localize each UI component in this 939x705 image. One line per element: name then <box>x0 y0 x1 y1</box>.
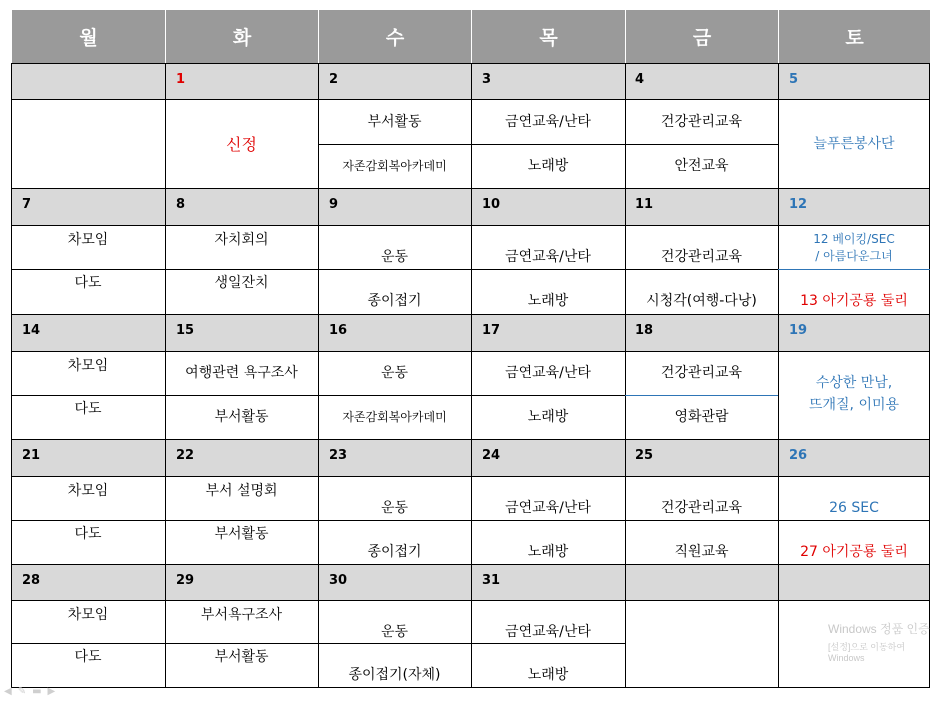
event: 노래방 <box>527 666 569 683</box>
event: 늘푸른봉사단 <box>813 135 895 152</box>
event: 다도 <box>74 275 102 291</box>
event: 자존감회복아카데미 <box>342 409 447 424</box>
event: 부서활동 <box>367 113 422 130</box>
event: 다도 <box>74 649 102 665</box>
date-number: 16 <box>329 323 348 338</box>
date-number: 15 <box>176 323 195 338</box>
date-number: 25 <box>635 448 654 463</box>
activation-watermark-title: Windows 정품 인증 <box>828 622 930 636</box>
event: 차모임 <box>67 358 109 374</box>
activation-watermark-subtitle: [설정]으로 이동하여 Windows <box>828 642 906 663</box>
date-number: 8 <box>176 197 186 212</box>
event: 27 아기공룡 둘리 <box>800 543 908 560</box>
event-holiday: 신정 <box>226 134 257 154</box>
date-number: 1 <box>176 72 186 87</box>
event: 다도 <box>74 401 102 417</box>
weekday-header-fri: 금 <box>625 10 778 63</box>
event: / 아름다운그녀 <box>815 248 893 263</box>
date-number: 28 <box>22 573 41 588</box>
date-number: 22 <box>176 448 195 463</box>
event: 금연교육/난타 <box>505 500 591 516</box>
event: 부서 설명회 <box>205 483 278 499</box>
date-number: 5 <box>789 72 799 87</box>
event: 영화관람 <box>674 408 729 425</box>
event: 건강관리교육 <box>660 365 743 381</box>
event: 자치회의 <box>214 232 269 248</box>
event: 금연교육/난타 <box>505 113 591 130</box>
event: 건강관리교육 <box>660 500 743 516</box>
back-arrow-icon[interactable]: ◀ <box>4 686 18 697</box>
event: 운동 <box>380 500 409 516</box>
date-number: 19 <box>789 323 808 338</box>
date-number: 24 <box>482 448 501 463</box>
event: 노래방 <box>527 157 569 174</box>
event: 차모임 <box>67 607 109 623</box>
event: 부서활동 <box>214 408 269 425</box>
event: 다도 <box>74 526 102 542</box>
event: 여행관련 욕구조사 <box>185 365 298 381</box>
event: 종이접기 <box>367 543 422 560</box>
date-number: 4 <box>635 72 645 87</box>
date-number: 18 <box>635 323 654 338</box>
event: 차모임 <box>67 483 109 499</box>
event: 종이접기 <box>367 293 422 309</box>
event: 노래방 <box>527 543 569 560</box>
date-number: 14 <box>22 323 41 338</box>
date-number: 2 <box>329 72 339 87</box>
event: 차모임 <box>67 232 109 248</box>
event: 부서욕구조사 <box>200 607 283 623</box>
event: 노래방 <box>527 293 569 309</box>
event: 직원교육 <box>674 543 729 560</box>
date-number: 30 <box>329 573 348 588</box>
date-number: 23 <box>329 448 348 463</box>
date-number: 10 <box>482 197 501 212</box>
date-number: 7 <box>22 197 32 212</box>
menu-icon[interactable]: ▬ <box>32 686 48 697</box>
date-number: 31 <box>482 573 501 588</box>
date-number: 29 <box>176 573 195 588</box>
date-number: 17 <box>482 323 501 338</box>
event: 13 아기공룡 둘리 <box>800 293 908 309</box>
event: 시청각(여행-다낭) <box>646 293 757 309</box>
date-number: 26 <box>789 448 808 463</box>
date-number: 9 <box>329 197 339 212</box>
event: 건강관리교육 <box>660 113 743 130</box>
event: 수상한 만남, <box>815 374 893 391</box>
weekday-header-wed: 수 <box>318 10 471 63</box>
date-number: 3 <box>482 72 492 87</box>
calendar-table <box>11 10 930 688</box>
event: 금연교육/난타 <box>505 249 591 265</box>
event: 뜨개질, 이미용 <box>808 396 900 413</box>
weekday-header-sat: 토 <box>778 10 930 63</box>
pen-icon[interactable]: ✎ <box>17 686 33 697</box>
event: 노래방 <box>527 408 569 425</box>
event: 종이접기(자체) <box>348 666 441 683</box>
event: 12 베이킹/SEC <box>813 231 895 246</box>
event: 운동 <box>380 623 409 640</box>
event: 금연교육/난타 <box>505 365 591 381</box>
weekday-header-mon: 월 <box>11 10 165 63</box>
event: 부서활동 <box>214 526 269 542</box>
slideshow-toolbar[interactable] <box>4 686 61 697</box>
event: 금연교육/난타 <box>505 623 591 640</box>
date-number: 21 <box>22 448 41 463</box>
weekday-header-thu: 목 <box>471 10 625 63</box>
weekday-header-tue: 화 <box>165 10 318 63</box>
event: 자존감회복아카데미 <box>342 158 447 173</box>
date-number: 11 <box>635 197 654 212</box>
event: 부서활동 <box>214 649 269 665</box>
event: 안전교육 <box>674 157 729 174</box>
date-number: 12 <box>789 197 808 212</box>
event: 운동 <box>380 249 409 265</box>
forward-arrow-icon[interactable]: ▶ <box>47 686 62 697</box>
event: 운동 <box>380 365 409 381</box>
event: 건강관리교육 <box>660 249 743 265</box>
event: 26 SEC <box>829 500 879 516</box>
event: 생일잔치 <box>214 275 269 291</box>
grid-line <box>11 687 930 688</box>
